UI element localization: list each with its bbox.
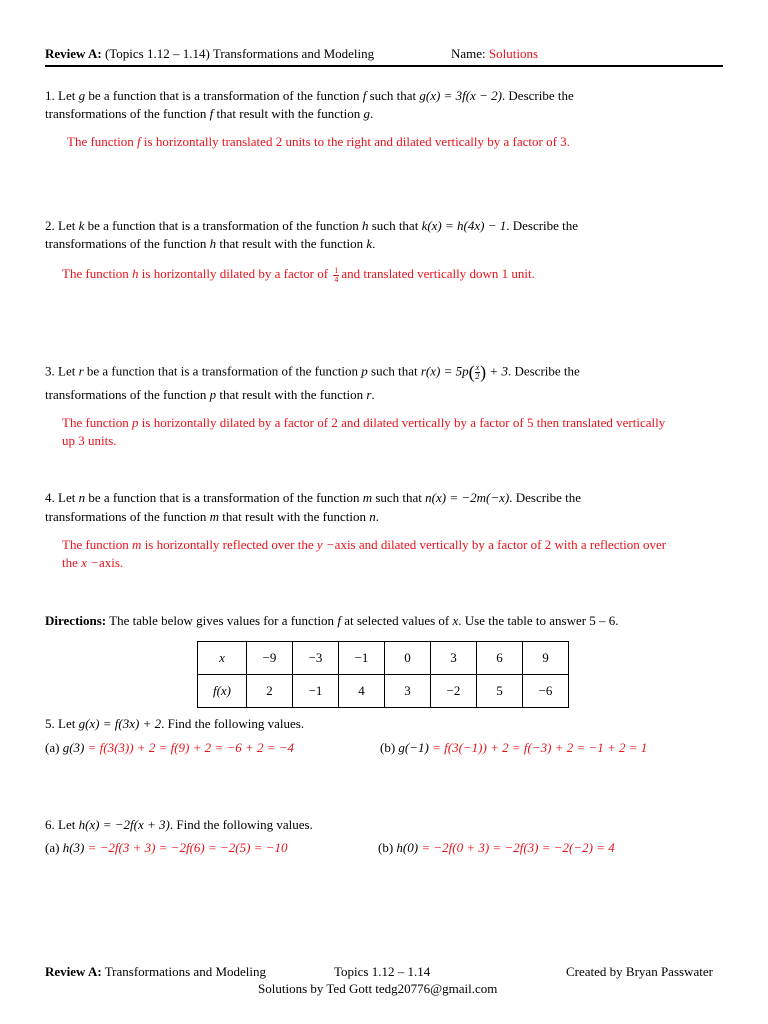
header-title (45, 46, 374, 62)
q2-answer-text: and translated vertically down 1 unit. (341, 266, 535, 281)
q3-answer-line2: up 3 units. (62, 433, 117, 448)
q1-text: that result with the function (213, 106, 364, 121)
q2-line2 (45, 236, 375, 252)
q4-answer-text: is horizontally reflected over the (141, 537, 317, 552)
q4-equation: n(x) = −2m(−x) (425, 490, 510, 505)
directions-label: Directions: (45, 613, 107, 628)
q4-text: transformations of the function (45, 509, 210, 524)
q2-text: that result with the function (216, 236, 367, 251)
q2-text: be a function that is a transformation of the function (84, 218, 362, 233)
table-cell-fx: 3 (385, 675, 431, 708)
q6-part-b (378, 840, 615, 856)
table-cell-x: 9 (523, 642, 569, 675)
q4-n: n (369, 509, 376, 524)
q1-g: g (363, 106, 370, 121)
q5-b-answer: = f(3(−1)) + 2 = f(−3) + 2 = −1 + 2 = 1 (428, 740, 648, 755)
q2-text: . (372, 236, 376, 251)
q4-text: be a function that is a transformation of the function (85, 490, 363, 505)
q3-p: p (209, 387, 217, 402)
footer-topics: Topics 1.12 – 1.14 (334, 964, 431, 979)
q4-line1 (45, 490, 581, 506)
footer-title-text: Transformations and Modeling (101, 964, 266, 979)
q3-fraction-den: 2 (475, 372, 480, 381)
q2-answer (62, 266, 535, 284)
q4-m: m (209, 509, 220, 524)
q1-text: 1. Let (45, 88, 79, 103)
q1-answer-text: is horizontally translated 2 units to the right and dilated vertically by a factor of 3. (140, 134, 570, 149)
q4-x-axis: x − (81, 555, 99, 570)
q6-equation: h(x) = −2f(x + 3) (78, 817, 170, 832)
q2-equation: k(x) = h(4x) − 1 (421, 218, 507, 233)
q5-a-label: (a) (45, 740, 63, 755)
q4-answer-m: m (132, 537, 142, 552)
table-cell-x: −1 (339, 642, 385, 675)
table-cell-x: 3 (431, 642, 477, 675)
directions-text: at selected values of (340, 613, 453, 628)
q3-p: p (361, 363, 368, 379)
q4-n: n (78, 490, 86, 505)
q2-text: 2. Let (45, 218, 79, 233)
table-cell-x: 0 (385, 642, 431, 675)
directions-f: f (337, 613, 341, 628)
table-header-fx: f(x) (198, 675, 247, 708)
q1-f: f (209, 106, 214, 121)
q1-text: . (369, 106, 374, 121)
footer-review-label: Review A: (45, 964, 102, 979)
q5-prompt (45, 716, 304, 732)
table-cell-fx: −6 (523, 675, 569, 708)
q3-answer-p: p (132, 415, 139, 430)
q2-k: k (366, 236, 373, 251)
q3-text: be a function that is a transformation of the function (83, 363, 362, 379)
q5-text: . Find the following values. (161, 716, 305, 731)
q5-part-b (380, 740, 647, 756)
q5-b-label: (b) (380, 740, 399, 755)
q6-a-label: (a) (45, 840, 63, 855)
table-cell-fx: −1 (293, 675, 339, 708)
q1-line1 (45, 88, 574, 104)
q3-equation: r(x) = 5p (420, 363, 469, 379)
q1-text: such that (366, 88, 420, 103)
footer-title (45, 964, 266, 980)
directions-x: x (452, 613, 459, 628)
table-header-x: x (198, 642, 247, 675)
q2-h: h (209, 236, 217, 251)
q1-answer-text: The function (67, 134, 138, 149)
table-cell-x: 6 (477, 642, 523, 675)
q4-text: such that (372, 490, 426, 505)
q6-b-lhs: h(0) (396, 840, 419, 855)
q2-fraction-den: 4 (334, 274, 339, 284)
footer-solutions-by: Solutions by Ted Gott tedg20776@gmail.com (258, 981, 498, 996)
directions-text: The table below gives values for a function (106, 613, 338, 628)
table-row (198, 675, 569, 708)
table-row (198, 642, 569, 675)
q6-a-lhs: h(3) (62, 840, 85, 855)
q6-b-label: (b) (378, 840, 397, 855)
q1-equation: g(x) = 3f(x − 2) (419, 88, 502, 103)
q1-line2 (45, 106, 373, 122)
q5-a-answer: = f(3(3)) + 2 = f(9) + 2 = −6 + 2 = −4 (84, 740, 295, 755)
q4-text: . (375, 509, 379, 524)
q4-m: m (362, 490, 373, 505)
q3-answer-text: is horizontally dilated by a factor of 2 and dilated vertically by a factor of 5 then translated vertically (138, 415, 666, 430)
q3-text: that result with the function (216, 387, 367, 402)
q2-text: transformations of the function (45, 236, 210, 251)
q3-paren-open: ( (468, 362, 475, 382)
q1-text: . Describe the (501, 88, 574, 103)
q1-answer-f: f (137, 134, 141, 149)
q5-b-lhs: g(−1) (398, 740, 429, 755)
q4-answer-line1 (62, 537, 666, 553)
q5-part-a (45, 740, 294, 756)
q3-line2 (45, 387, 375, 403)
q1-text: be a function that is a transformation of the function (85, 88, 363, 103)
q4-text: that result with the function (219, 509, 370, 524)
q4-text: . Describe the (509, 490, 582, 505)
q2-line1 (45, 218, 578, 234)
q3-answer-text: The function (62, 415, 133, 430)
table-cell-fx: 5 (477, 675, 523, 708)
name-label: Name: (451, 46, 489, 61)
q3-text: such that (367, 363, 421, 379)
q2-fraction-num: 1 (334, 265, 339, 275)
directions-text: . Use the table to answer 5 – 6. (458, 613, 619, 628)
q3-text: . (371, 387, 375, 402)
q3-text: 3. Let (45, 363, 79, 379)
q5-text: 5. Let (45, 716, 79, 731)
q2-k: k (78, 218, 85, 233)
footer-created-by: Created by Bryan Passwater (566, 964, 713, 979)
q4-text: 4. Let (45, 490, 79, 505)
q2-answer-text: The function (62, 266, 133, 281)
table-cell-fx: −2 (431, 675, 477, 708)
q1-answer (67, 134, 570, 150)
q1-f: f (362, 88, 367, 103)
q6-b-answer: = −2f(0 + 3) = −2f(3) = −2(−2) = 4 (418, 840, 615, 855)
q3-paren-close: ) (480, 362, 487, 382)
q1-text: transformations of the function (45, 106, 210, 121)
q6-prompt (45, 817, 313, 833)
q6-a-answer: = −2f(3 + 3) = −2f(6) = −2(5) = −10 (84, 840, 288, 855)
q6-text: 6. Let (45, 817, 79, 832)
q2-text: . Describe the (506, 218, 579, 233)
directions (45, 613, 619, 629)
header-name (451, 46, 538, 62)
q2-text: such that (368, 218, 422, 233)
q2-answer-h: h (132, 266, 139, 281)
q3-line1 (45, 362, 580, 383)
q4-y-axis: y − (316, 537, 335, 552)
q3-r: r (366, 387, 372, 402)
q3-text: transformations of the function (45, 387, 210, 402)
q4-answer-line2 (62, 555, 123, 571)
q3-fraction-num: x (475, 363, 480, 372)
q3-text: . Describe the (507, 363, 580, 379)
header-topics: (Topics 1.12 – 1.14) Transformations and Modeling (101, 46, 375, 61)
q3-equation-tail: + 3 (486, 363, 508, 379)
q3-r: r (78, 363, 84, 379)
q2-answer-text: is horizontally dilated by a factor of (138, 266, 332, 281)
table-cell-fx: 2 (247, 675, 293, 708)
name-value: Solutions (488, 46, 539, 61)
q6-part-a (45, 840, 288, 856)
header-rule (45, 65, 723, 67)
q4-answer-text: axis and dilated vertically by a factor of 2 with a reflection over (334, 537, 667, 552)
header-review-label: Review A: (45, 46, 102, 61)
q5-a-lhs: g(3) (62, 740, 85, 755)
q3-answer-line1 (62, 415, 665, 431)
q4-answer-text: axis. (98, 555, 124, 570)
q4-line2 (45, 509, 379, 525)
values-table (197, 641, 569, 708)
table-cell-fx: 4 (339, 675, 385, 708)
table-cell-x: −3 (293, 642, 339, 675)
q2-fraction (333, 267, 339, 284)
q1-g: g (78, 88, 86, 103)
q6-text: . Find the following values. (169, 817, 313, 832)
q5-equation: g(x) = f(3x) + 2 (78, 716, 162, 731)
q4-answer-text: The function (62, 537, 133, 552)
q4-answer-text: the (62, 555, 82, 570)
table-cell-x: −9 (247, 642, 293, 675)
q2-h: h (361, 218, 369, 233)
